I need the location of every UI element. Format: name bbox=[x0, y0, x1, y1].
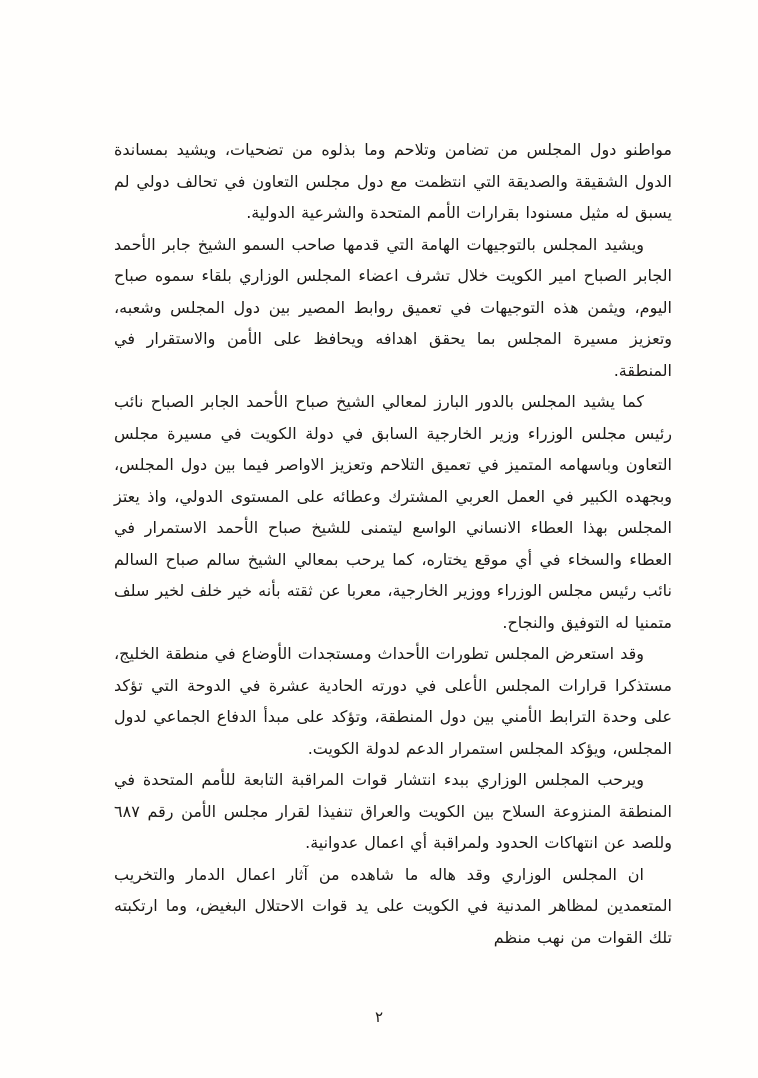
paragraph: ويشيد المجلس بالتوجيهات الهامة التي قدمها صاحب السمو الشيخ جابر الأحمد الجابر الصباح امير الكويت خلال تشرف اعضاء المجلس الوزاري بلقاء سموه صباح اليوم، ويثمن هذه التوجيهات في تعميق روابط المصير بين دول المجلس وشعبه، وتعزيز مسيرة المجلس بما يحقق اهدافه ويحافظ على الأمن والاستقرار في المنطقة. bbox=[114, 234, 672, 380]
paragraph: ويرحب المجلس الوزاري ببدء انتشار قوات المراقبة التابعة للأمم المتحدة في المنطقة المنزوعة السلاح بين الكويت والعراق تنفيذا لقرار مجلس الأمن رقم ٦٨٧ وللصد عن انتهاكات الحدود ولمراقبة أي اعمال عدوانية. bbox=[114, 770, 672, 852]
document-body bbox=[114, 134, 672, 953]
paragraph: ان المجلس الوزاري وقد هاله ما شاهده من آثار اعمال الدمار والتخريب المتعمدين لمظاهر المدنية في الكويت على يد قوات الاحتلال البغيض، وما ارتكبته تلك القوات من نهب منظم bbox=[114, 864, 672, 947]
paragraph: مواطنو دول المجلس من تضامن وتلاحم وما بذلوه من تضحيات، ويشيد بمساندة الدول الشقيقة والصديقة التي انتظمت مع دول مجلس التعاون في تحالف دولي لم يسبق له مثيل مسنودا بقرارات الأمم المتحدة والشرعية الدولية. bbox=[114, 140, 672, 222]
paragraph: كما يشيد المجلس بالدور البارز لمعالي الشيخ صباح الأحمد الجابر الصباح نائب رئيس مجلس الوزراء وزير الخارجية السابق في دولة الكويت في مسيرة مجلس التعاون وباسهامه المتميز في تعميق التلاحم وتعزيز الاواصر فيما بين دول المجلس، وبجهده الكبير في العمل العربي المشترك وعطائه على المستوى الدولي، واذ يعتز المجلس بهذا العطاء الانساني الواسع ليتمنى للشيخ صباح الأحمد الاستمرار في العطاء والسخاء في أي موقع يختاره، كما يرحب بمعالي الشيخ سالم صباح السالم نائب رئيس مجلس الوزراء ووزير الخارجية، معربا عن ثقته بأنه خير خلف لخير سلف متمنيا له التوفيق والنجاح. bbox=[114, 392, 672, 632]
paragraph: وقد استعرض المجلس تطورات الأحداث ومستجدات الأوضاع في منطقة الخليج، مستذكرا قرارات المجلس الأعلى في دورته الحادية عشرة في الدوحة التي تؤكد على وحدة الترابط الأمني بين دول المنطقة، وتؤكد على مبدأ الدفاع الجماعي لدول المجلس، ويؤكد المجلس استمرار الدعم لدولة الكويت. bbox=[114, 644, 672, 758]
page-number: ٢ bbox=[374, 1008, 384, 1026]
